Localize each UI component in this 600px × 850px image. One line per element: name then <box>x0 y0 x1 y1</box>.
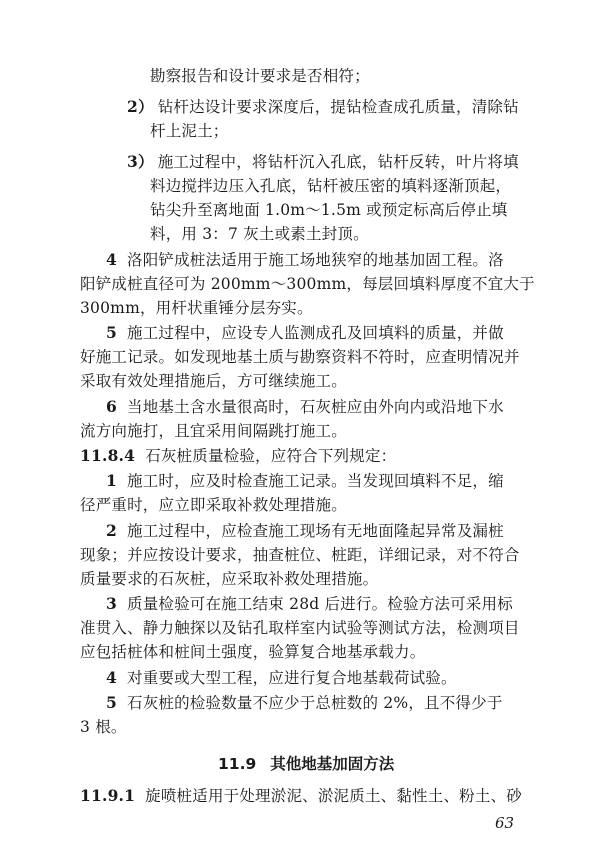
text-line: 料边搅拌边压入孔底，钻杆被压密的填料逐渐顶起， <box>150 177 512 195</box>
clause-line: 11.9.1 旋喷桩适用于处理淤泥、淤泥质土、黏性土、粉土、砂 <box>80 786 522 805</box>
list-item: 2） 钻杆达设计要求深度后，提钻检查成孔质量，清除钻 <box>127 97 519 116</box>
paragraph-line: 4 洛阳铲成桩法适用于施工场地狭窄的地基加固工程。洛 <box>106 250 504 269</box>
text-line: 径严重时，应立即采取补救处理措施。 <box>80 496 347 514</box>
list-item: 3） 施工过程中，将钻杆沉入孔底，钻杆反转，叶片将填 <box>127 152 519 171</box>
paragraph-line: 1 施工时，应及时检查施工记录。当发现回填料不足，缩 <box>106 471 504 490</box>
clause-line: 11.8.4 石灰桩质量检验，应符合下列规定： <box>80 446 397 465</box>
text-line: 阳铲成桩直径可为 200mm～300mm，每层回填料厚度不宜大于 <box>80 275 535 293</box>
paragraph-line: 4 对重要或大型工程，应进行复合地基载荷试验。 <box>106 668 457 687</box>
text-line: 3 根。 <box>80 718 127 736</box>
paragraph-line: 5 石灰桩的检验数量不应少于总桩数的 2%，且不得少于 <box>106 693 503 712</box>
text-line: 现象；并应按设计要求，抽查桩位、桩距，详细记录，对不符合 <box>80 546 520 564</box>
text-line: 杆上泥土； <box>150 122 229 140</box>
text-line: 准贯入、静力触探以及钻孔取样室内试验等测试方法，检测项目 <box>80 619 520 637</box>
page-number: 63 <box>495 814 515 832</box>
text-line: 应包括桩体和桩间土强度，验算复合地基承载力。 <box>80 643 426 661</box>
paragraph-line: 2 施工过程中，应检查施工现场有无地面隆起异常及漏桩 <box>106 521 504 540</box>
text-line: 采取有效处理措施后，方可继续施工。 <box>80 372 347 390</box>
text-line: 钻尖升至离地面 1.0m～1.5m 或预定标高后停止填 <box>150 201 508 219</box>
section-heading: 11.9 其他地基加固方法 <box>218 755 395 773</box>
text-line: 流方向施打，且宜采用间隔跳打施工。 <box>80 422 347 440</box>
text-line: 300mm，用杆状重锤分层夯实。 <box>80 299 313 317</box>
paragraph-line: 3 质量检验可在施工结束 28d 后进行。检验方法可采用标 <box>106 594 513 613</box>
text-line: 勘察报告和设计要求是否相符； <box>150 67 370 85</box>
text-line: 料，用 3：7 灰土或素土封顶。 <box>150 225 369 243</box>
paragraph-line: 5 施工过程中，应设专人监测成孔及回填料的质量，并做 <box>106 323 504 342</box>
text-line: 好施工记录。如发现地基土质与勘察资料不符时，应查明情况并 <box>80 348 520 366</box>
paragraph-line: 6 当地基土含水量很高时，石灰桩应由外向内或沿地下水 <box>106 397 504 416</box>
text-line: 质量要求的石灰桩，应采取补救处理措施。 <box>80 570 379 588</box>
